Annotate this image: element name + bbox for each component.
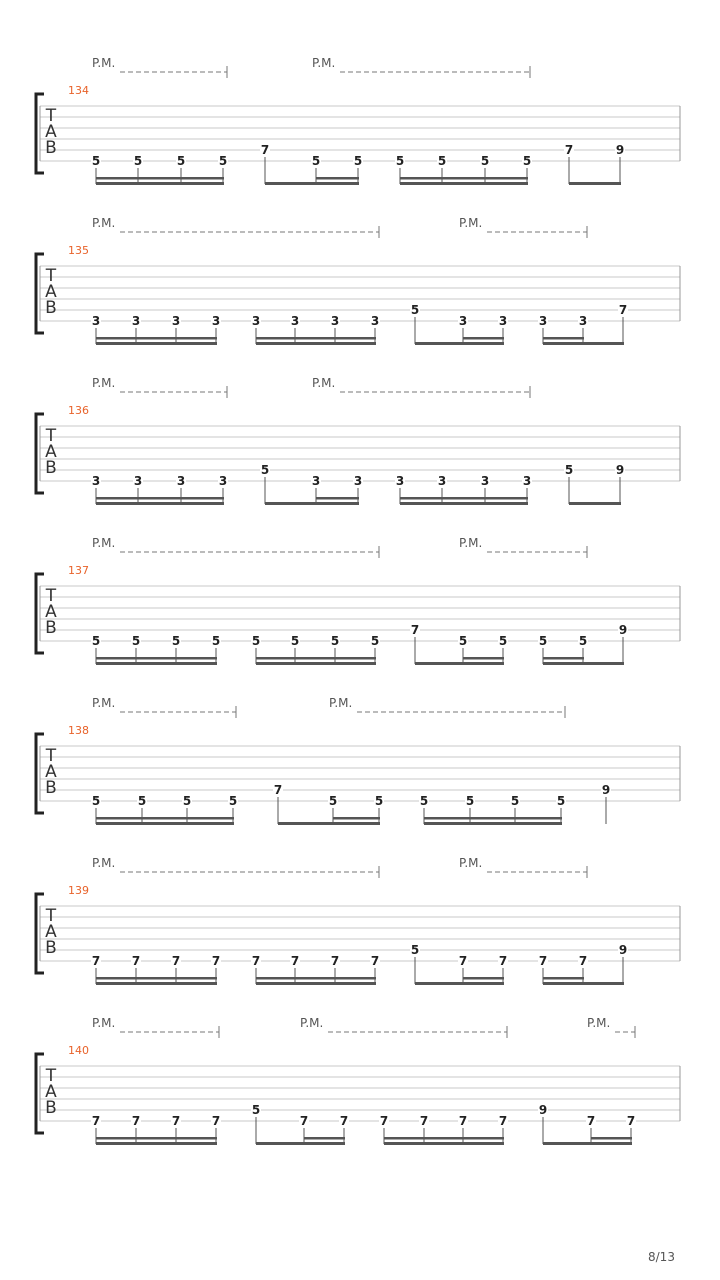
- beam-primary: [384, 1142, 504, 1145]
- fret-number: 3: [538, 314, 548, 328]
- beam-primary: [400, 182, 528, 185]
- fret-number: 9: [615, 143, 625, 157]
- tab-clef-letter: A: [45, 922, 57, 942]
- palm-mute-label: P.M.: [92, 376, 116, 390]
- beam-secondary: [96, 817, 234, 820]
- beam-primary: [278, 822, 380, 825]
- measure-number: 140: [68, 1044, 89, 1057]
- beam-secondary: [96, 977, 217, 980]
- tab-clef-letter: B: [45, 1098, 57, 1118]
- palm-mute-label: P.M.: [300, 1016, 324, 1030]
- fret-number: 3: [131, 314, 141, 328]
- beam-secondary: [304, 1137, 345, 1140]
- palm-mute-label: P.M.: [92, 56, 116, 70]
- beam-primary: [256, 342, 376, 345]
- tab-system: [36, 536, 680, 665]
- beam-primary: [569, 182, 621, 185]
- palm-mute-label: P.M.: [587, 1016, 611, 1030]
- palm-mute-label: P.M.: [92, 216, 116, 230]
- fret-number: 5: [410, 943, 420, 957]
- beam-secondary: [543, 977, 584, 980]
- beam-secondary: [384, 1137, 504, 1140]
- fret-number: 5: [465, 794, 475, 808]
- fret-number: 5: [510, 794, 520, 808]
- tab-clef-letter: A: [45, 762, 57, 782]
- tab-clef-letter: A: [45, 1082, 57, 1102]
- fret-number: 7: [458, 1114, 468, 1128]
- fret-number: 3: [91, 314, 101, 328]
- palm-mute: [92, 376, 227, 398]
- beam-secondary: [96, 657, 217, 660]
- fret-number: 7: [339, 1114, 349, 1128]
- tab-system: [36, 1016, 680, 1145]
- palm-mute: [92, 856, 379, 878]
- fret-number: 5: [182, 794, 192, 808]
- fret-number: 5: [370, 634, 380, 648]
- palm-mute-label: P.M.: [459, 536, 483, 550]
- fret-number: 3: [498, 314, 508, 328]
- fret-number: 3: [176, 474, 186, 488]
- measure-number: 135: [68, 244, 89, 257]
- fret-number: 7: [498, 954, 508, 968]
- palm-mute-label: P.M.: [312, 376, 336, 390]
- palm-mute-label: P.M.: [92, 536, 116, 550]
- palm-mute: [92, 216, 379, 238]
- tab-system: [36, 216, 680, 345]
- beam-primary: [96, 822, 234, 825]
- beam-primary: [96, 662, 217, 665]
- fret-number: 5: [137, 794, 147, 808]
- fret-number: 5: [133, 154, 143, 168]
- fret-number: 5: [290, 634, 300, 648]
- fret-number: 7: [131, 1114, 141, 1128]
- fret-number: 5: [171, 634, 181, 648]
- fret-number: 3: [578, 314, 588, 328]
- tab-clef-letter: B: [45, 298, 57, 318]
- fret-number: 7: [538, 954, 548, 968]
- tab-system: [36, 696, 680, 825]
- palm-mute-label: P.M.: [459, 216, 483, 230]
- fret-number: 3: [251, 314, 261, 328]
- tab-clef-letter: T: [45, 426, 57, 446]
- fret-number: 7: [211, 954, 221, 968]
- tab-clef-letter: A: [45, 602, 57, 622]
- palm-mute: [92, 536, 379, 558]
- fret-number: 9: [538, 1103, 548, 1117]
- palm-mute: [459, 536, 587, 558]
- beam-secondary: [400, 497, 528, 500]
- palm-mute-label: P.M.: [92, 696, 116, 710]
- page-number: 8/13: [648, 1250, 675, 1264]
- fret-number: 7: [91, 954, 101, 968]
- fret-number: 3: [171, 314, 181, 328]
- beam-secondary: [463, 337, 504, 340]
- fret-number: 5: [176, 154, 186, 168]
- tab-system: [36, 856, 680, 985]
- fret-number: 7: [586, 1114, 596, 1128]
- fret-number: 7: [171, 1114, 181, 1128]
- fret-number: 5: [480, 154, 490, 168]
- fret-number: 7: [458, 954, 468, 968]
- tab-clef-letter: T: [45, 266, 57, 286]
- measure-number: 138: [68, 724, 89, 737]
- beam-primary: [415, 982, 504, 985]
- fret-number: 3: [91, 474, 101, 488]
- palm-mute-label: P.M.: [92, 856, 116, 870]
- fret-number: 5: [91, 794, 101, 808]
- measure-number: 137: [68, 564, 89, 577]
- palm-mute-label: P.M.: [459, 856, 483, 870]
- fret-number: 7: [410, 623, 420, 637]
- palm-mute: [459, 216, 587, 238]
- fret-number: 7: [299, 1114, 309, 1128]
- fret-number: 3: [370, 314, 380, 328]
- tab-clef-letter: A: [45, 282, 57, 302]
- fret-number: 5: [498, 634, 508, 648]
- fret-number: 5: [419, 794, 429, 808]
- fret-number: 3: [395, 474, 405, 488]
- fret-number: 9: [615, 463, 625, 477]
- beam-secondary: [256, 977, 376, 980]
- beam-secondary: [96, 177, 224, 180]
- palm-mute: [459, 856, 587, 878]
- fret-number: 7: [91, 1114, 101, 1128]
- fret-number: 5: [374, 794, 384, 808]
- tab-clef-letter: A: [45, 442, 57, 462]
- beam-secondary: [96, 1137, 217, 1140]
- beam-secondary: [424, 817, 562, 820]
- beam-primary: [96, 502, 224, 505]
- tab-clef-letter: B: [45, 938, 57, 958]
- tab-clef-letter: T: [45, 1066, 57, 1086]
- fret-number: 5: [556, 794, 566, 808]
- palm-mute: [587, 1016, 635, 1038]
- beam-secondary: [400, 177, 528, 180]
- palm-mute-label: P.M.: [312, 56, 336, 70]
- fret-number: 7: [618, 303, 628, 317]
- beam-primary: [96, 982, 217, 985]
- beam-primary: [543, 662, 624, 665]
- tab-system: [36, 376, 680, 505]
- beam-primary: [256, 982, 376, 985]
- fret-number: 7: [211, 1114, 221, 1128]
- fret-number: 7: [273, 783, 283, 797]
- beam-primary: [96, 182, 224, 185]
- fret-number: 7: [171, 954, 181, 968]
- fret-number: 3: [211, 314, 221, 328]
- beam-primary: [256, 1142, 345, 1145]
- beam-secondary: [256, 337, 376, 340]
- fret-number: 5: [437, 154, 447, 168]
- beam-secondary: [591, 1137, 632, 1140]
- tab-clef-letter: B: [45, 778, 57, 798]
- fret-number: 3: [218, 474, 228, 488]
- tab-clef-letter: B: [45, 458, 57, 478]
- fret-number: 5: [458, 634, 468, 648]
- tab-clef-letter: T: [45, 746, 57, 766]
- beam-primary: [569, 502, 621, 505]
- fret-number: 5: [395, 154, 405, 168]
- fret-number: 5: [91, 634, 101, 648]
- beam-secondary: [543, 337, 584, 340]
- fret-number: 7: [419, 1114, 429, 1128]
- fret-number: 5: [211, 634, 221, 648]
- fret-number: 7: [379, 1114, 389, 1128]
- beam-secondary: [316, 177, 359, 180]
- tab-clef-letter: A: [45, 122, 57, 142]
- beam-primary: [543, 342, 624, 345]
- fret-number: 5: [330, 634, 340, 648]
- beam-primary: [415, 662, 504, 665]
- beam-primary: [256, 662, 376, 665]
- measure-number: 134: [68, 84, 89, 97]
- beam-primary: [415, 342, 504, 345]
- tab-clef-letter: T: [45, 586, 57, 606]
- fret-number: 9: [618, 623, 628, 637]
- fret-number: 5: [311, 154, 321, 168]
- fret-number: 5: [328, 794, 338, 808]
- fret-number: 3: [480, 474, 490, 488]
- fret-number: 7: [498, 1114, 508, 1128]
- palm-mute: [312, 376, 530, 398]
- beam-primary: [543, 1142, 632, 1145]
- palm-mute: [312, 56, 530, 78]
- fret-number: 3: [311, 474, 321, 488]
- fret-number: 7: [290, 954, 300, 968]
- tab-clef-letter: B: [45, 618, 57, 638]
- fret-number: 7: [370, 954, 380, 968]
- fret-number: 9: [601, 783, 611, 797]
- fret-number: 7: [626, 1114, 636, 1128]
- tab-clef-letter: B: [45, 138, 57, 158]
- beam-primary: [96, 1142, 217, 1145]
- fret-number: 3: [330, 314, 340, 328]
- fret-number: 7: [131, 954, 141, 968]
- palm-mute: [300, 1016, 507, 1038]
- fret-number: 5: [251, 634, 261, 648]
- tab-clef-letter: T: [45, 106, 57, 126]
- fret-number: 3: [133, 474, 143, 488]
- palm-mute-label: P.M.: [329, 696, 353, 710]
- palm-mute: [92, 56, 227, 78]
- fret-number: 3: [437, 474, 447, 488]
- fret-number: 7: [260, 143, 270, 157]
- palm-mute: [329, 696, 565, 718]
- fret-number: 5: [131, 634, 141, 648]
- beam-secondary: [333, 817, 380, 820]
- fret-number: 3: [290, 314, 300, 328]
- palm-mute: [92, 1016, 219, 1038]
- beam-primary: [543, 982, 624, 985]
- beam-primary: [424, 822, 562, 825]
- fret-number: 7: [330, 954, 340, 968]
- fret-number: 9: [618, 943, 628, 957]
- beam-primary: [400, 502, 528, 505]
- beam-secondary: [96, 497, 224, 500]
- beam-secondary: [256, 657, 376, 660]
- palm-mute: [92, 696, 236, 718]
- fret-number: 5: [538, 634, 548, 648]
- tab-clef-letter: T: [45, 906, 57, 926]
- beam-secondary: [96, 337, 217, 340]
- beam-primary: [96, 342, 217, 345]
- fret-number: 5: [260, 463, 270, 477]
- fret-number: 5: [578, 634, 588, 648]
- measure-number: 139: [68, 884, 89, 897]
- tab-system: [36, 56, 680, 185]
- beam-primary: [265, 182, 359, 185]
- fret-number: 5: [564, 463, 574, 477]
- fret-number: 5: [251, 1103, 261, 1117]
- fret-number: 3: [522, 474, 532, 488]
- fret-number: 5: [218, 154, 228, 168]
- fret-number: 5: [522, 154, 532, 168]
- beam-secondary: [463, 977, 504, 980]
- fret-number: 7: [564, 143, 574, 157]
- fret-number: 5: [410, 303, 420, 317]
- fret-number: 5: [91, 154, 101, 168]
- fret-number: 5: [353, 154, 363, 168]
- beam-secondary: [463, 657, 504, 660]
- measure-number: 136: [68, 404, 89, 417]
- fret-number: 7: [578, 954, 588, 968]
- fret-number: 3: [353, 474, 363, 488]
- beam-secondary: [543, 657, 584, 660]
- palm-mute-label: P.M.: [92, 1016, 116, 1030]
- fret-number: 7: [251, 954, 261, 968]
- beam-primary: [265, 502, 359, 505]
- beam-secondary: [316, 497, 359, 500]
- fret-number: 5: [228, 794, 238, 808]
- fret-number: 3: [458, 314, 468, 328]
